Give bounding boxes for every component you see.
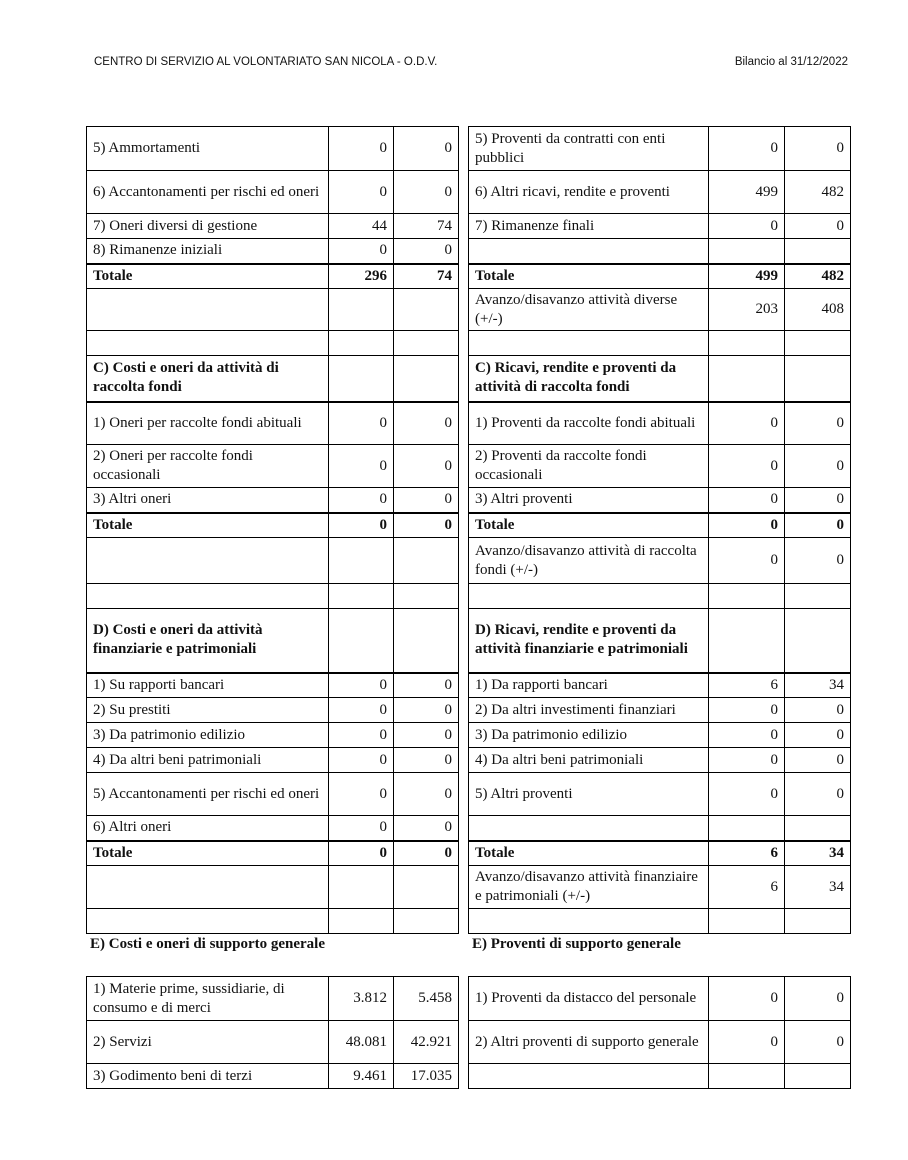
- row-label: 1) Proventi da raccolte fondi abituali: [469, 402, 709, 445]
- row-label: 2) Su prestiti: [87, 698, 329, 723]
- table-row: [469, 513, 851, 538]
- value-previous-year: 0: [394, 239, 459, 264]
- row-label: Totale: [469, 841, 709, 866]
- row-label: 5) Altri proventi: [469, 773, 709, 816]
- value-current-year: 0: [709, 1021, 785, 1064]
- row-label: D) Ricavi, rendite e proventi da attività finanziarie e patrimoniali: [469, 609, 709, 673]
- table-row: [469, 1064, 851, 1089]
- row-label: [87, 866, 329, 909]
- value-previous-year: 0: [394, 698, 459, 723]
- value-previous-year: [785, 239, 851, 264]
- table-row: [469, 866, 851, 909]
- table-row: [87, 866, 459, 909]
- revenues-table: [468, 126, 851, 934]
- row-label: [87, 331, 329, 356]
- row-label: 2) Altri proventi di supporto generale: [469, 1021, 709, 1064]
- row-label: 8) Rimanenze iniziali: [87, 239, 329, 264]
- value-previous-year: 0: [394, 816, 459, 841]
- row-label: [87, 538, 329, 584]
- table-row: [87, 445, 459, 488]
- value-current-year: 0: [329, 698, 394, 723]
- value-previous-year: 74: [394, 214, 459, 239]
- table-row: [469, 331, 851, 356]
- table-row: [469, 1021, 851, 1064]
- table-row: [469, 673, 851, 698]
- value-current-year: 0: [329, 488, 394, 513]
- table-row: [87, 538, 459, 584]
- value-previous-year: [785, 816, 851, 841]
- value-previous-year: 408: [785, 289, 851, 331]
- row-label: 7) Rimanenze finali: [469, 214, 709, 239]
- row-label: 5) Ammortamenti: [87, 127, 329, 171]
- value-previous-year: [785, 909, 851, 934]
- value-current-year: 0: [329, 773, 394, 816]
- value-current-year: [709, 909, 785, 934]
- row-label: [469, 909, 709, 934]
- value-current-year: 203: [709, 289, 785, 331]
- table-row: [87, 402, 459, 445]
- value-current-year: [709, 239, 785, 264]
- value-current-year: [709, 331, 785, 356]
- row-label: 4) Da altri beni patrimoniali: [87, 748, 329, 773]
- support-costs-table: [86, 976, 459, 1089]
- value-current-year: 9.461: [329, 1064, 394, 1089]
- row-label: 1) Materie prime, sussidiarie, di consumo e di merci: [87, 977, 329, 1021]
- value-previous-year: 0: [785, 214, 851, 239]
- value-current-year: 0: [709, 402, 785, 445]
- row-label: 2) Oneri per raccolte fondi occasionali: [87, 445, 329, 488]
- value-current-year: 0: [709, 538, 785, 584]
- section-e-costs-title: E) Costi e oneri di supporto generale: [90, 936, 325, 952]
- row-label: 2) Da altri investimenti finanziari: [469, 698, 709, 723]
- value-previous-year: 34: [785, 673, 851, 698]
- value-current-year: 0: [329, 513, 394, 538]
- table-row: [87, 264, 459, 289]
- value-current-year: 6: [709, 673, 785, 698]
- value-previous-year: 0: [394, 171, 459, 214]
- value-previous-year: 0: [394, 748, 459, 773]
- balance-date: Bilancio al 31/12/2022: [734, 56, 848, 68]
- table-row: [87, 488, 459, 513]
- table-row: [469, 977, 851, 1021]
- table-row: [87, 239, 459, 264]
- row-label: 3) Da patrimonio edilizio: [87, 723, 329, 748]
- value-previous-year: 5.458: [394, 977, 459, 1021]
- value-current-year: 0: [329, 723, 394, 748]
- row-label: [469, 239, 709, 264]
- row-label: [469, 584, 709, 609]
- row-label: 6) Altri ricavi, rendite e proventi: [469, 171, 709, 214]
- row-label: 6) Accantonamenti per rischi ed oneri: [87, 171, 329, 214]
- value-current-year: 48.081: [329, 1021, 394, 1064]
- table-row: [469, 289, 851, 331]
- table-row: [87, 723, 459, 748]
- value-previous-year: 0: [785, 488, 851, 513]
- value-previous-year: 0: [394, 488, 459, 513]
- row-label: [469, 331, 709, 356]
- row-label: C) Ricavi, rendite e proventi da attività di raccolta fondi: [469, 356, 709, 402]
- value-current-year: 0: [709, 748, 785, 773]
- value-previous-year: 0: [785, 698, 851, 723]
- value-current-year: 499: [709, 171, 785, 214]
- row-label: 7) Oneri diversi di gestione: [87, 214, 329, 239]
- value-current-year: 296: [329, 264, 394, 289]
- value-previous-year: [394, 331, 459, 356]
- value-previous-year: 0: [785, 127, 851, 171]
- value-previous-year: [785, 584, 851, 609]
- value-current-year: [329, 331, 394, 356]
- value-current-year: [709, 356, 785, 402]
- row-label: D) Costi e oneri da attività finanziarie e patrimoniali: [87, 609, 329, 673]
- row-label: 3) Godimento beni di terzi: [87, 1064, 329, 1089]
- row-label: [469, 1064, 709, 1089]
- row-label: 1) Da rapporti bancari: [469, 673, 709, 698]
- value-current-year: 499: [709, 264, 785, 289]
- table-row: [87, 214, 459, 239]
- value-current-year: [329, 866, 394, 909]
- value-previous-year: 17.035: [394, 1064, 459, 1089]
- table-row: [87, 1064, 459, 1089]
- value-previous-year: [394, 289, 459, 331]
- table-row: [87, 698, 459, 723]
- value-current-year: 0: [709, 723, 785, 748]
- row-label: 1) Oneri per raccolte fondi abituali: [87, 402, 329, 445]
- row-label: Totale: [87, 841, 329, 866]
- value-previous-year: 0: [394, 723, 459, 748]
- row-label: Avanzo/disavanzo attività diverse (+/-): [469, 289, 709, 331]
- table-row: [87, 977, 459, 1021]
- table-row: [469, 773, 851, 816]
- value-current-year: 0: [709, 773, 785, 816]
- support-revenues-table: [468, 976, 851, 1089]
- row-label: 1) Proventi da distacco del personale: [469, 977, 709, 1021]
- value-current-year: 0: [329, 239, 394, 264]
- value-previous-year: 0: [785, 538, 851, 584]
- table-row: [87, 673, 459, 698]
- value-current-year: 0: [329, 445, 394, 488]
- row-label: Totale: [87, 264, 329, 289]
- value-previous-year: [394, 866, 459, 909]
- row-label: 2) Proventi da raccolte fondi occasionali: [469, 445, 709, 488]
- value-current-year: 0: [329, 402, 394, 445]
- value-current-year: 0: [329, 748, 394, 773]
- value-current-year: 0: [709, 445, 785, 488]
- value-previous-year: 0: [785, 445, 851, 488]
- table-row: [87, 127, 459, 171]
- table-row: [469, 445, 851, 488]
- value-previous-year: [785, 1064, 851, 1089]
- table-row: [469, 698, 851, 723]
- table-row: [87, 748, 459, 773]
- value-current-year: 6: [709, 841, 785, 866]
- value-previous-year: 482: [785, 264, 851, 289]
- value-current-year: [329, 289, 394, 331]
- table-row: [469, 127, 851, 171]
- table-row: [469, 402, 851, 445]
- value-previous-year: 0: [785, 723, 851, 748]
- value-previous-year: 74: [394, 264, 459, 289]
- value-previous-year: 0: [785, 773, 851, 816]
- value-previous-year: 0: [394, 841, 459, 866]
- table-row: [87, 773, 459, 816]
- table-row: [87, 356, 459, 402]
- value-current-year: [329, 538, 394, 584]
- value-current-year: 0: [709, 488, 785, 513]
- value-current-year: 44: [329, 214, 394, 239]
- value-previous-year: [785, 609, 851, 673]
- value-previous-year: 0: [785, 977, 851, 1021]
- table-row: [469, 609, 851, 673]
- section-e-revenues-title: E) Proventi di supporto generale: [472, 936, 681, 952]
- value-previous-year: 0: [394, 773, 459, 816]
- value-previous-year: 34: [785, 866, 851, 909]
- row-label: 3) Altri proventi: [469, 488, 709, 513]
- row-label: 2) Servizi: [87, 1021, 329, 1064]
- value-current-year: 0: [709, 977, 785, 1021]
- row-label: [87, 584, 329, 609]
- value-previous-year: 0: [394, 127, 459, 171]
- row-label: 5) Proventi da contratti con enti pubblici: [469, 127, 709, 171]
- table-row: [469, 214, 851, 239]
- value-current-year: 0: [329, 816, 394, 841]
- value-previous-year: 34: [785, 841, 851, 866]
- value-current-year: 0: [329, 171, 394, 214]
- value-current-year: 6: [709, 866, 785, 909]
- table-row: [87, 584, 459, 609]
- value-current-year: [329, 356, 394, 402]
- value-current-year: [709, 584, 785, 609]
- table-row: [87, 289, 459, 331]
- value-previous-year: [394, 538, 459, 584]
- table-row: [469, 723, 851, 748]
- table-row: [87, 816, 459, 841]
- value-previous-year: 0: [785, 402, 851, 445]
- table-row: [469, 488, 851, 513]
- table-row: [469, 584, 851, 609]
- value-current-year: 0: [709, 513, 785, 538]
- row-label: 1) Su rapporti bancari: [87, 673, 329, 698]
- value-previous-year: 0: [394, 445, 459, 488]
- row-label: [87, 289, 329, 331]
- value-previous-year: 0: [785, 513, 851, 538]
- table-row: [87, 331, 459, 356]
- value-current-year: [329, 609, 394, 673]
- table-row: [469, 816, 851, 841]
- table-row: [469, 171, 851, 214]
- value-current-year: [709, 609, 785, 673]
- row-label: [87, 909, 329, 934]
- value-current-year: 0: [329, 127, 394, 171]
- value-previous-year: 0: [394, 673, 459, 698]
- table-row: [469, 264, 851, 289]
- row-label: 3) Altri oneri: [87, 488, 329, 513]
- table-row: [469, 356, 851, 402]
- value-current-year: [709, 816, 785, 841]
- value-current-year: [329, 584, 394, 609]
- value-previous-year: 0: [785, 748, 851, 773]
- value-previous-year: [394, 609, 459, 673]
- row-label: 3) Da patrimonio edilizio: [469, 723, 709, 748]
- row-label: Totale: [469, 264, 709, 289]
- value-current-year: 0: [329, 841, 394, 866]
- row-label: Avanzo/disavanzo attività di raccolta fondi (+/-): [469, 538, 709, 584]
- table-row: [87, 513, 459, 538]
- value-previous-year: 0: [394, 513, 459, 538]
- table-row: [87, 841, 459, 866]
- value-previous-year: [785, 356, 851, 402]
- table-row: [469, 841, 851, 866]
- value-current-year: 0: [709, 698, 785, 723]
- table-row: [87, 171, 459, 214]
- table-row: [469, 909, 851, 934]
- value-previous-year: [394, 584, 459, 609]
- value-current-year: [709, 1064, 785, 1089]
- value-current-year: 0: [709, 127, 785, 171]
- table-row: [469, 239, 851, 264]
- row-label: 4) Da altri beni patrimoniali: [469, 748, 709, 773]
- value-previous-year: 42.921: [394, 1021, 459, 1064]
- row-label: C) Costi e oneri da attività di raccolta fondi: [87, 356, 329, 402]
- org-name: CENTRO DI SERVIZIO AL VOLONTARIATO SAN NICOLA - O.D.V.: [94, 56, 438, 68]
- row-label: 5) Accantonamenti per rischi ed oneri: [87, 773, 329, 816]
- row-label: Totale: [469, 513, 709, 538]
- value-previous-year: [394, 356, 459, 402]
- row-label: 6) Altri oneri: [87, 816, 329, 841]
- value-previous-year: [394, 909, 459, 934]
- table-row: [469, 748, 851, 773]
- row-label: [469, 816, 709, 841]
- value-previous-year: [785, 331, 851, 356]
- value-previous-year: 482: [785, 171, 851, 214]
- value-current-year: 0: [329, 673, 394, 698]
- table-row: [469, 538, 851, 584]
- costs-table: [86, 126, 459, 934]
- table-row: [87, 909, 459, 934]
- value-current-year: 3.812: [329, 977, 394, 1021]
- value-current-year: [329, 909, 394, 934]
- row-label: Avanzo/disavanzo attività finanziaire e patrimoniali (+/-): [469, 866, 709, 909]
- table-row: [87, 1021, 459, 1064]
- value-current-year: 0: [709, 214, 785, 239]
- value-previous-year: 0: [394, 402, 459, 445]
- value-previous-year: 0: [785, 1021, 851, 1064]
- row-label: Totale: [87, 513, 329, 538]
- table-row: [87, 609, 459, 673]
